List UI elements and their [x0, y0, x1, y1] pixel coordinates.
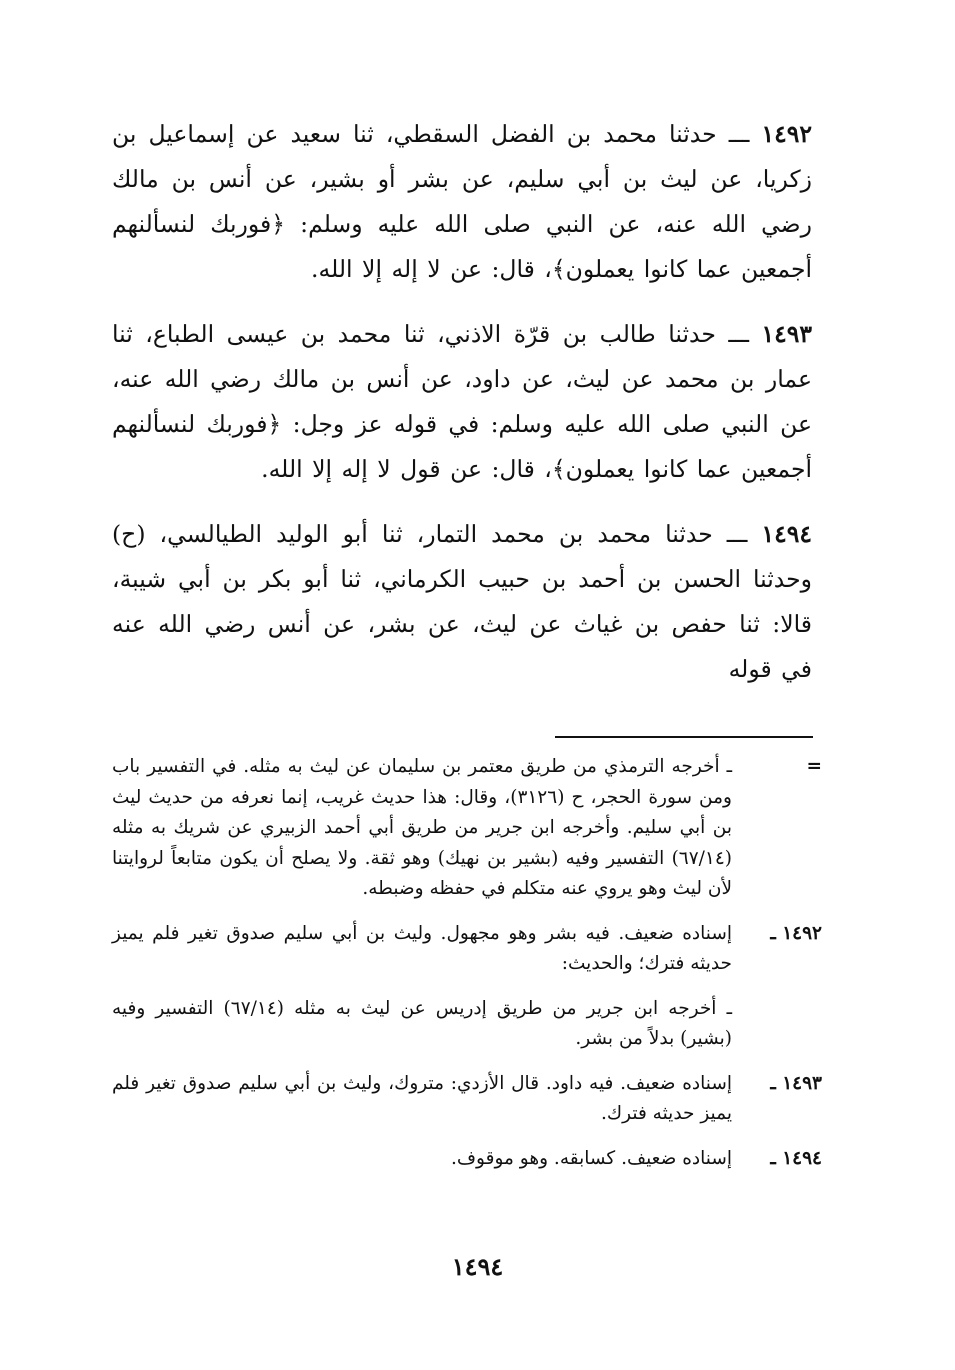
footnote-label: ١٤٩٢ ـ: [770, 922, 822, 944]
footnote-text: إسناده ضعيف. كسابقه. وهو موقوف.: [451, 1147, 732, 1169]
hadith-1492: ١٤٩٢ ـــ حدثنا محمد بن الفضل السقطي، ثنا سعيد عن إسماعيل بن زكريا، عن ليث بن أبي سليم، عن بشر أو بشير، عن أنس بن مالك رضي الله عنه، عن النبي صلى الله عليه وسلم: ﴿فوربك لنسألنهم أجمعين عما كانوا يعملون﴾، قال: عن لا إله إلا الله.: [112, 120, 812, 283]
hadith-number: ١٤٩٤: [761, 520, 812, 548]
footnote-divider: [555, 736, 813, 738]
footnote-continuation: [112, 752, 822, 905]
hadith-1493: ١٤٩٣ ـــ حدثنا طالب بن قرّة الاذني، ثنا محمد بن عيسى الطباع، ثنا عمار بن محمد عن ليث، عن داود، عن أنس بن مالك رضي الله عنه، عن النبي صلى الله عليه وسلم: في قوله عز وجل: ﴿فوربك لنسألنهم أجمعين عما كانوا يعملون﴾، قال: عن قول لا إله إلا الله.: [112, 320, 813, 483]
footnote-1493: [112, 1069, 822, 1130]
hadith-text: حدثنا طالب بن قرّة الاذني، ثنا محمد بن عيسى الطباع، ثنا عمار بن محمد عن ليث، عن داود، عن أنس بن مالك رضي الله عنه، عن النبي صلى الله عليه وسلم: في قوله عز وجل: ﴿فوربك لنسألنهم أجمعين عما كانوا يعملون﴾، قال: عن قول لا إله إلا الله.: [112, 320, 813, 483]
footnote-text: ـ أخرجه الترمذي من طريق معتمر بن سليمان عن ليث به مثله. في التفسير باب ومن سورة الحجر، ح (٣١٢٦)، وقال: هذا حديث غريب، إنما نعرفه من حديث ليث بن أبي سليم. وأخرجه ابن جرير من طريق أبي أحمد الزبيري عن شريك به مثله (٦٧/١٤) التفسير وفيه (بشير بن نهيك) وهو ثقة. ولا يصلح أن يكون متابعاً لروايتنا لأن ليث وهو يروي عنه متكلم في حفظه وضبطه.: [112, 756, 732, 899]
footnote-label: ١٤٩٣ ـ: [770, 1072, 822, 1094]
page-number: ١٤٩٤: [451, 1252, 504, 1281]
footnote-label: ١٤٩٤ ـ: [770, 1147, 822, 1169]
hadith-text: حدثنا محمد بن الفضل السقطي، ثنا سعيد عن إسماعيل بن زكريا، عن ليث بن أبي سليم، عن بشر أو بشير، عن أنس بن مالك رضي الله عنه، عن النبي صلى الله عليه وسلم: ﴿فوربك لنسألنهم أجمعين عما كانوا يعملون﴾، قال: عن لا إله إلا الله.: [112, 120, 812, 283]
hadith-text: حدثنا محمد بن محمد التمار، ثنا أبو الوليد الطيالسي، (ح) وحدثنا الحسن بن أحمد بن حبيب الكرماني، ثنا أبو بكر بن أبي شيبة، قالا: ثنا حفص بن غياث عن ليث، عن بشر، عن أنس رضي الله عنه في قوله: [112, 520, 812, 683]
hadith-number: ١٤٩٣: [761, 320, 812, 348]
footnote-label: =: [806, 756, 822, 777]
footnote-label: [732, 994, 822, 1055]
footnote-1492-takhrij: [112, 994, 822, 1055]
hadith-number: ١٤٩٢: [761, 120, 812, 148]
hadith-1494: ١٤٩٤ ـــ حدثنا محمد بن محمد التمار، ثنا أبو الوليد الطيالسي، (ح) وحدثنا الحسن بن أحمد بن حبيب الكرماني، ثنا أبو بكر بن أبي شيبة، قالا: ثنا حفص بن غياث عن ليث، عن بشر، عن أنس رضي الله عنه في قوله: [112, 520, 812, 683]
footnote-text: إسناده ضعيف. فيه بشر وهو مجهول. وليث بن أبي سليم صدوق تغير فلم يميز حديثه فترك؛ والحديث:: [112, 922, 732, 974]
main-text: [112, 112, 812, 712]
footnotes: [112, 752, 822, 1188]
footnote-1494: [112, 1144, 822, 1175]
footnote-text: إسناده ضعيف. فيه داود. قال الأزدي: متروك، وليث بن أبي سليم صدوق تغير فلم يميز حديثه فترك.: [112, 1072, 732, 1124]
footnote-1492: [112, 919, 822, 980]
footnote-text: ـ أخرجه ابن جرير من طريق إدريس عن ليث به مثله (٦٧/١٤) التفسير وفيه (بشير) بدلاً من بشر.: [112, 997, 732, 1049]
